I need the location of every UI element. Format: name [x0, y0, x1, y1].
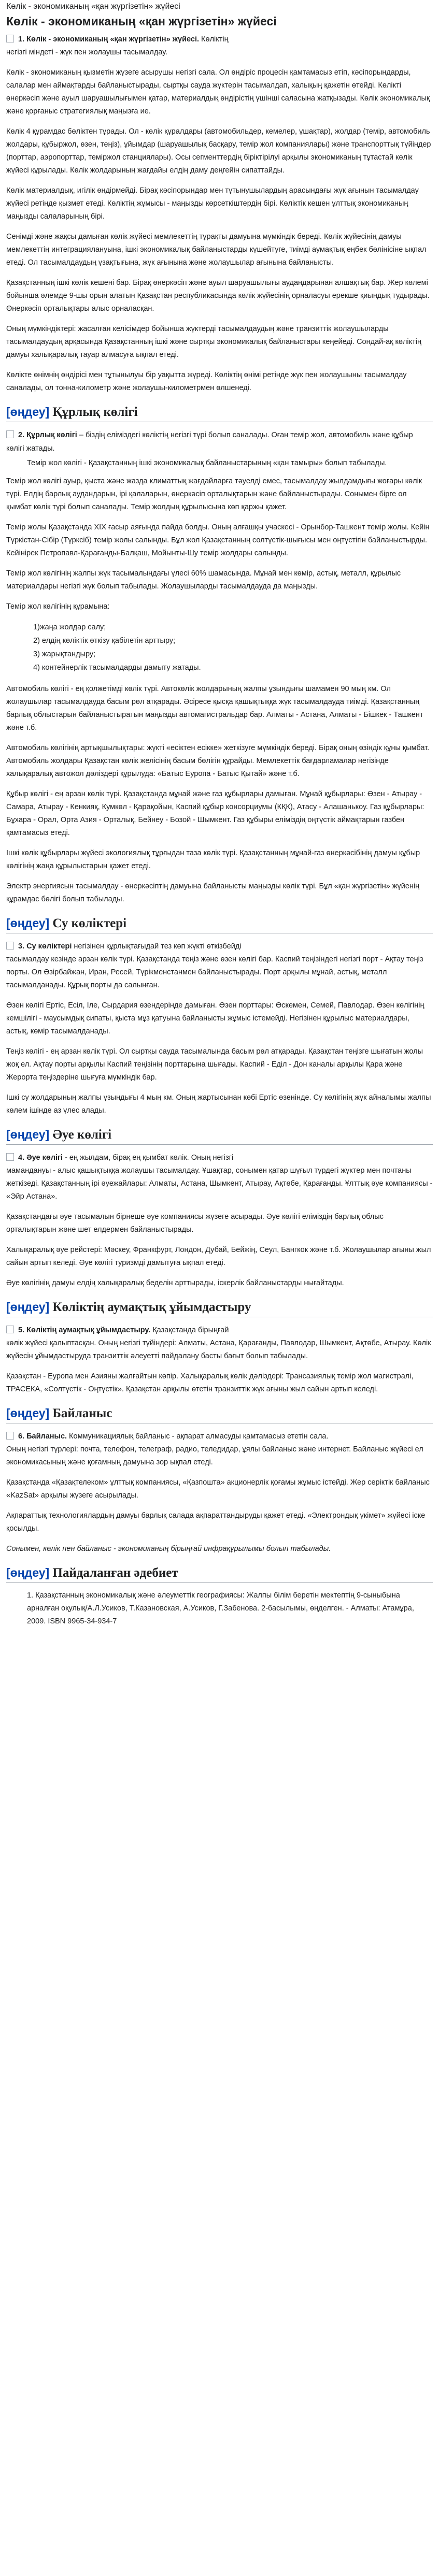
section-5-heading-rest: Қазақстанда бірыңғай — [150, 1326, 229, 1334]
section-heading-land-transport — [6, 404, 433, 422]
section-2-paragraph: Электр энергиясын тасымалдау - өнеркәсіптің дамуына байланысты маңызды көлік түрі. Бұл «қан жүргізетін» жүйенің құрамдас бөлігі болып табылады. — [6, 882, 420, 903]
section-6-paragraph: Ақпараттық технологиялардың дамуы барлық салада ақпараттандыруды қажет етеді. «Электрондық үкімет» жүйесі іске қосылды. — [6, 1512, 426, 1533]
section-4-paragraph: Халықаралық әуе рейстері: Мәскеу, Франкфурт, Лондон, Дубай, Бейжің, Сеул, Бангкок және т.б. Жолаушылар ағыны жыл сайын артып келеді. Әуе көлігі туризмді дамытуға ықпал етеді. — [6, 1246, 431, 1267]
section-1-paragraph: Сенімді және жақсы дамыған көлік жүйесі мемлекеттің тұрақты дамуына мүмкіндік береді. Көлік жүйесінің дамуы мемлекеттің интеграциялануына, ішкі экономикалық байланыстарды күшейтуге, тиімді аумақтық еңбек бөлінісіне ықпал етеді. Ол тасымалдаудың ұзақтығына, жүк ағынына және жолаушылар ағынына байланысты. — [6, 233, 427, 267]
section-title: Әуе көлігі — [52, 1128, 112, 1142]
section-4-heading: 4. Әуе көлігі — [18, 1154, 63, 1162]
section-6-heading-rest: Коммуникациялық байланыс - ақпарат алмасуды қамтамасыз ететін сала. — [67, 1432, 329, 1441]
checkbox-icon[interactable] — [6, 35, 14, 42]
list-item: 4) контейнерлік тасымалдарды дамыту жатады. — [33, 664, 201, 672]
section-6-paragraph: Қазақстанда «Қазақтелеком» ұлттық компаниясы, «Қазпошта» акционерлік қоғамы жұмыс істейді. Жер серіктік байланыс «KazSat» арқылы жүзеге асырылады. — [6, 1478, 430, 1500]
section-6-lead — [6, 1430, 433, 1443]
section-title: Пайдаланған әдебиет — [52, 1566, 178, 1580]
section-1-heading: 1. Көлік - экономиканың «қан жүргізетін» жүйесі. — [18, 35, 200, 44]
checkbox-icon[interactable] — [6, 1432, 14, 1440]
page-title: Көлік - экономиканың «қан жүргізетін» жүйесі — [6, 15, 277, 28]
section-2-lead — [6, 428, 433, 455]
section-heading-communication — [6, 1405, 433, 1423]
section-4-paragraph: мамандануы - алыс қашықтыққа жолаушы тасымалдау. Ұшақтар, сонымен қатар шұғыл түрдегі жүктер мен почтаны жеткізеді. Қазақстанның ірі әуежайлары: Алматы, Астана, Шымкент, Атырау, Ақтөбе, Қарағанды. Ұлттық әуе компаниясы - «Эйр Астана». — [6, 1167, 433, 1201]
section-2-paragraph: Темір жолы Қазақстанда XIX ғасыр аяғында пайда болды. Оның алғашқы учаскесі - Орынбор-Ташкент темір жолы. Кейін Түркістан-Сібір (Түрксіб) темір жолы салынды. Бұл жол Қазақстанның солтүстік-шығысы мен оңтүстігін байланыстырды. Кейінірек Петропавл-Қарағанды-Балқаш, Мойынты-Шу темір жолдары салынды. — [6, 523, 430, 557]
section-1-heading-rest: Көліктің — [199, 35, 229, 44]
section-3-heading-rest: негізінен құрлықтағыдай тез көп жүкті өткізбейді — [72, 942, 242, 951]
section-6-paragraph: Оның негізгі түрлері: почта, телефон, телеграф, радио, теледидар, ұялы байланыс және интернет. Байланыс жүйесі ел экономикасының және қоғамның дамуына зор ықпал етеді. — [6, 1445, 423, 1466]
checkbox-icon[interactable] — [6, 942, 14, 949]
section-heading-air-transport — [6, 1127, 433, 1145]
list-item: 2) елдің көліктік өткізу қабілетін арттыру; — [33, 637, 176, 645]
section-1-paragraph: Көлік 4 құрамдас бөліктен тұрады. Ол - көлік құралдары (автомобильдер, кемелер, ұшақтар), жолдар (темір, автомобиль жолдары, құбыржол, өзен, теңіз), ұйымдар (шаруашылық басқару, темір жол компаниялары) және транспорттық түйіндер (порттар, аэропорттар, теміржол станциялары). Осы сегменттердің біріктірілуі арқылы экономиканың тұтастай көлік жүйесі құрылады. Көлік жолдарының жағдайы елдің даму деңгейін сипаттайды. — [6, 127, 431, 175]
section-5-paragraph: Қазақстан - Еуропа мен Азияны жалғайтын көпір. Халықаралық көлік дәліздері: Трансазиялық темір жол магистралі, ТРАСЕКА, «Солтүстік - Оңтүстік». Қазақстан арқылы өтетін транзиттік жүк ағыны жыл сайын артып келеді. — [6, 1372, 414, 1393]
section-title: Көліктің аумақтық ұйымдастыру — [52, 1300, 251, 1314]
section-1-paragraph: Көлік материалдық, игілік өндірмейді. Бірақ кәсіпорындар мен тұтынушылардың арасындағы жүк ағынын тасымалдау жүйесі ретінде қызмет етеді. Көліктің жұмысы - маңызды көрсеткіштердің бірі. Көліктік кешен ұлттық экономиканың маңызды салаларының бірі. — [6, 186, 419, 221]
section-3-heading: 3. Су көліктері — [18, 942, 72, 951]
section-3-paragraph: Өзен көлігі Ертіс, Есіл, Іле, Сырдария өзендерінде дамыған. Өзен порттары: Өскемен, Семей, Павлодар. Өзен көлігінің кемшілігі - маусымдық сипаты, қыста мұз қатуына байланысты жұмыс істемейді. Негізінен құрылыс материалдары, астық, көмір тасымалданады. — [6, 1001, 424, 1035]
section-2-subtext: Темір жол көлігі - Қазақстанның ішкі экономикалық байланыстарының «қан тамыры» болып табылады. — [27, 459, 387, 467]
section-2-heading: 2. Құрлық көлігі — [18, 431, 77, 439]
edit-link[interactable]: [өңдеу] — [6, 1566, 50, 1579]
section-5-paragraph: көлік жүйесі қалыптасқан. Оның негізгі түйіндері: Алматы, Астана, Қарағанды, Павлодар, Шымкент, Ақтөбе, Атырау. Көлік жүйесін ұйымдастыруда транзиттік әлеуетті пайдалану басты бағыт болып табылады. — [6, 1339, 431, 1360]
section-heading-territorial-organization — [6, 1299, 433, 1317]
section-3-paragraph: Теңіз көлігі - ең арзан көлік түрі. Ол сыртқы сауда тасымалында басым рөл атқарады. Қазақстан теңізге шығатын жолы жоқ ел. Ақтау порты арқылы Каспий теңізінің порттарына шығады. Каспий - Еділ - Дон каналы арқылы Қара және Жерорта теңіздеріне шығуға мүмкіндік бар. — [6, 1047, 423, 1082]
section-heading-references — [6, 1565, 433, 1583]
edit-link[interactable]: [өңдеу] — [6, 916, 50, 930]
section-4-paragraph: Қазақстандағы әуе тасымалын бірнеше әуе компаниясы жүзеге асырады. Әуе көлігі еліміздің барлық облыс орталықтарын және шет елдермен байланыстырады. — [6, 1213, 384, 1234]
section-3-paragraph: тасымалдау кезінде арзан көлік түрі. Қазақстанда теңіз және өзен көлігі бар. Каспий теңізіндегі негізгі порт - Ақтау теңіз порты. Ол Әзірбайжан, Иран, Ресей, Түрікменстанмен байланыстырады. Порт арқылы мұнай, астық, металл тасымалданады. Құрық порты да салынған. — [6, 955, 423, 989]
window-title: Көлік - экономиканың «қан жүргізетін» жүйесі — [6, 2, 180, 11]
section-5-lead — [6, 1323, 433, 1337]
reference-item: 1. Қазақстанның экономикалық және әлеуметтік географиясы: Жалпы білім беретін мектептің 9-сыныбына арналған оқулық/А.Л.Усиков, Т.Казановская, А.Усиков, Г.Забенова. 2-басылымы, өңделген. - Алматы: Атамұра, 2009. ISBN 9965-34-934-7 — [27, 1591, 414, 1625]
section-1-lead — [6, 33, 433, 46]
section-1-paragraph: Көлік - экономиканың қызметін жүзеге асырушы негізгі сала. Ол өндіріс процесін қамтамасыз етіп, кәсіпорындарды, салалар мен аймақтарды байланыстырады, сыртқы сауда жүктерін тасымалдап, халықың қажетін өтейді. Көлікті өнеркәсіп және ауыл шаруашылығымен қатар, материалдық өндірістің үшінші саласына жатқызады. Көлік экономикалық және қорғаныс стратегиялық маңызға ие. — [6, 68, 430, 116]
section-2-list — [6, 621, 433, 674]
section-1-paragraph: негізгі міндеті - жүк пен жолаушы тасымалдау. — [6, 48, 168, 56]
section-title: Су көліктері — [52, 916, 127, 930]
section-6-heading: 6. Байланыс. — [18, 1432, 67, 1441]
section-1-paragraph: Оның мүмкіндіктері: жасалған келісімдер бойынша жүктерді тасымалдаудың және транзиттік жолаушыларды тасымалдаудың арқасында Қазақстанның ішкі және сыртқы экономикалық байланыстары кеңейеді. Сондай-ақ көліктің дамуы халықаралық тауар алмасуға ықпал етеді. — [6, 325, 421, 359]
section-2-paragraph: Ішкі көлік құбырлары жүйесі экологиялық тұрғыдан таза көлік түрі. Қазақстанның мұнай-газ өнеркәсібінің дамуы құбыр көлігінің жаңа құрылыстарын қажет етеді. — [6, 849, 420, 870]
section-2-list-intro: Темір жол көлігінің құрамына: — [6, 602, 110, 611]
list-item: 3) жарықтандыру; — [33, 650, 96, 658]
edit-link[interactable]: [өңдеу] — [6, 405, 50, 419]
section-heading-water-transport — [6, 915, 433, 933]
section-1-paragraph: Қазақстанның ішкі көлік кешені бар. Бірақ өнеркәсіп және ауыл шаруашылығы аудандарынан алшақтық бар. Жер көлемі бойынша әлемде 9-шы орын алатын Қазақстан республикасында көлік жүйесінің орналасуы ерекше қиындық тудырады. Өнеркәсіп орталықтары алыс орналасқан. — [6, 279, 430, 313]
section-1-paragraph: Көлікте өнімнің өндірісі мен тұтынылуы бір уақытта жүреді. Көліктің өнімі ретінде жүк пен жолаушыны тасымалдау саналады, ол тонна-километр және жолаушы-километрмен өлшенеді. — [6, 371, 407, 392]
section-3-lead — [6, 940, 433, 953]
section-title: Байланыс — [52, 1406, 112, 1420]
section-5-heading: 5. Көліктің аумақтық ұйымдастыру. — [18, 1326, 151, 1334]
section-4-lead — [6, 1151, 433, 1164]
section-2-paragraph: Темір жол көлігінің жалпы жүк тасымалындағы үлесі 60% шамасында. Мұнай мен көмір, астық, металл, құрылыс материалдары негізгі жүк болып табылады. Жолаушыларды тасымалдауда да маңызды. — [6, 569, 401, 591]
section-2-heading-rest: – біздің еліміздегі көліктің негізгі түрі болып саналады. Оған темір жол, автомобиль және құбыр көлігі жатады. — [6, 431, 413, 453]
checkbox-icon[interactable] — [6, 1326, 14, 1333]
section-4-paragraph: Әуе көлігінің дамуы елдің халықаралық беделін арттырады, іскерлік байланыстарды нығайтады. — [6, 1279, 344, 1287]
list-item: 1)жаңа жолдар салу; — [33, 623, 106, 631]
checkbox-icon[interactable] — [6, 1153, 14, 1161]
edit-link[interactable]: [өңдеу] — [6, 1128, 50, 1141]
conclusion: Сонымен, көлік пен байланыс - экономиканың бірыңғай инфрақұрылымы болып табылады. — [6, 1545, 331, 1553]
section-2-paragraph: Темір жол көлігі ауыр, қыста және жазда климаттық жағдайларға тәуелді емес, тасымалдау жылдамдығы жоғары көлік түрі. Елдің барлық аудандарын, ірі қалаларын, өнеркәсіп орталықтарын және байланыстырады. Сонымен бірге ол қымбат көлік түрі болып саналады. Темір жолдың құрылысына көп қаржы қажет. — [6, 477, 422, 511]
section-4-heading-rest: - ең жылдам, бірақ ең қымбат көлік. Оның негізгі — [63, 1154, 234, 1162]
section-2-paragraph: Құбыр көлігі - ең арзан көлік түрі. Қазақстанда мұнай және газ құбырлары дамыған. Мұнай құбырлары: Өзен - Атырау - Самара, Атырау - Кенкияқ, Кумкөл - Қарақойын, Каспий құбыр консорциумы (КҚК), Атасу - Алашанькоу. Газ құбырлары: Бұхара - Орал, Орта Азия - Орталық, Бейнеу - Бозой - Шымкент. Газ құбыры еліміздің оңтүстік аймақтарын газбен қамтамасыз етеді. — [6, 790, 424, 837]
checkbox-icon[interactable] — [6, 430, 14, 438]
edit-link[interactable]: [өңдеу] — [6, 1406, 50, 1420]
section-2-paragraph: Автомобиль көлігінің артықшылықтары: жүкті «есіктен есікке» жеткізуге мүмкіндік береді. Бірақ оның өзіндік құны қымбат. Автомобиль жолдары Қазақстан көлік желісінің басым бөлігін құрайды. Мемлекеттік бағдарламалар негізінде халықаралық автожол дәліздері құрылуда: «Батыс Еуропа - Батыс Қытай» және т.б. — [6, 744, 430, 778]
section-title: Құрлық көлігі — [52, 405, 138, 419]
edit-link[interactable]: [өңдеу] — [6, 1300, 50, 1314]
section-2-paragraph: Автомобиль көлігі - ең қолжетімді көлік түрі. Автокөлік жолдарының жалпы ұзындығы шамамен 90 мың км. Ол жолаушылар тасымалдауда басым рөл атқарады. Әсіресе қысқа қашықтыққа жүк тасымалдауда тиімді. Қазақстанның барлық облыстарын байланыстыратын маңызды автомагистральдар бар. Алматы - Астана, Алматы - Бішкек - Ташкент және т.б. — [6, 685, 423, 732]
section-3-paragraph: Ішкі су жолдарының жалпы ұзындығы 4 мың км. Оның жартысынан көбі Ертіс өзенінде. Су көлігінің жүк айналымы жалпы көлем ішінде аз үлес алады. — [6, 1093, 431, 1115]
references-list — [6, 1589, 433, 1628]
